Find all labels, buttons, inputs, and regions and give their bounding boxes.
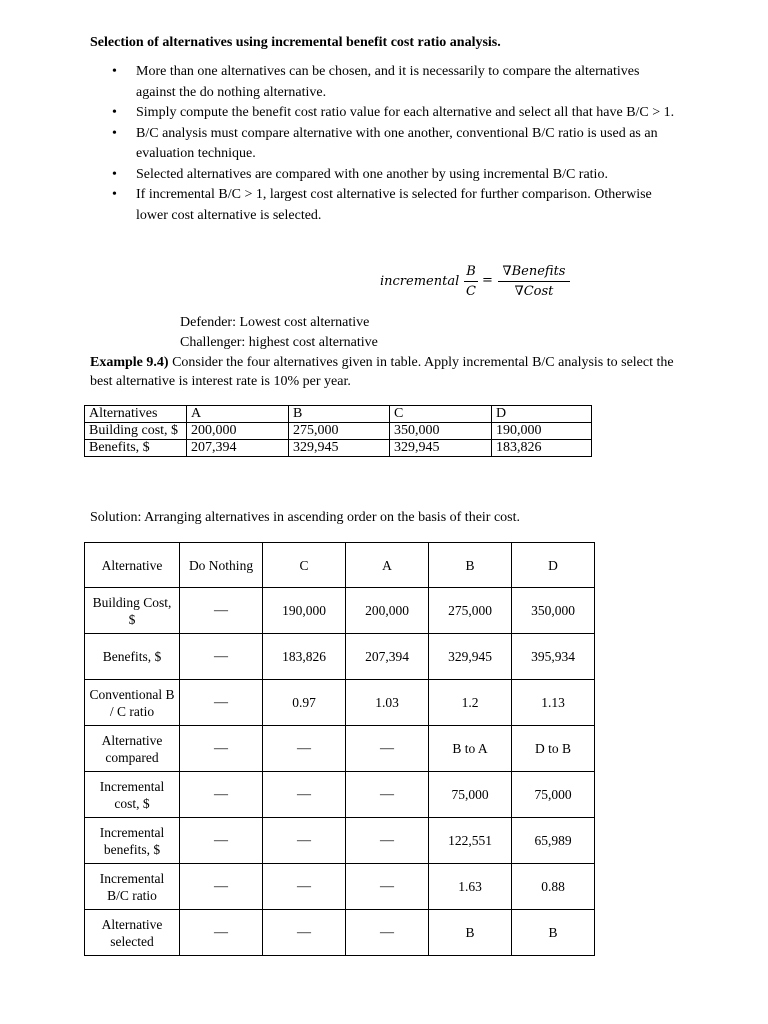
defender-line: Defender: Lowest cost alternative bbox=[180, 315, 370, 330]
table-cell: 395,934 bbox=[512, 634, 595, 680]
table-row bbox=[85, 818, 595, 864]
table-cell: — bbox=[346, 910, 429, 956]
table-cell: B to A bbox=[429, 726, 512, 772]
table-cell: B bbox=[512, 910, 595, 956]
header-cell: B bbox=[429, 543, 512, 588]
table-cell: 329,945 bbox=[390, 440, 492, 457]
bullet-item: • Simply compute the benefit cost ratio value for each alternative and select all that have B/C > 1. bbox=[90, 103, 680, 124]
table-row bbox=[85, 910, 595, 956]
incremental-analysis-table bbox=[84, 542, 595, 956]
table-cell: 329,945 bbox=[289, 440, 390, 457]
table-row bbox=[85, 680, 595, 726]
table-cell: — bbox=[346, 772, 429, 818]
bullet-list bbox=[90, 62, 680, 226]
table-cell: 200,000 bbox=[346, 588, 429, 634]
formula-denominator: ∇Cost bbox=[514, 284, 554, 299]
table-cell: 207,394 bbox=[187, 440, 289, 457]
example-label: Example 9.4) bbox=[90, 355, 169, 370]
header-cell: C bbox=[263, 543, 346, 588]
formula-equals: = bbox=[482, 273, 493, 288]
row-label: Benefits, $ bbox=[85, 634, 180, 680]
table-cell: D bbox=[492, 406, 592, 423]
table-row bbox=[85, 423, 592, 440]
table-cell: B bbox=[289, 406, 390, 423]
row-label: Conventional B / C ratio bbox=[85, 680, 180, 726]
table-cell: — bbox=[180, 864, 263, 910]
challenger-line: Challenger: highest cost alternative bbox=[180, 335, 378, 350]
formula-b: B bbox=[466, 264, 476, 279]
table-cell: Alternatives bbox=[85, 406, 187, 423]
table-row bbox=[85, 772, 595, 818]
table-cell: Benefits, $ bbox=[85, 440, 187, 457]
table-row bbox=[85, 634, 595, 680]
table-cell: — bbox=[346, 864, 429, 910]
alternatives-table bbox=[84, 405, 592, 457]
incremental-bc-formula bbox=[380, 262, 580, 306]
table-cell: — bbox=[180, 680, 263, 726]
bullet-item: • More than one alternatives can be chosen, and it is necessarily to compare the alternatives against the do nothing alternative. bbox=[90, 62, 680, 103]
table-cell: — bbox=[263, 910, 346, 956]
table-row bbox=[85, 406, 592, 423]
table-cell: 329,945 bbox=[429, 634, 512, 680]
header-cell: Do Nothing bbox=[180, 543, 263, 588]
definitions bbox=[180, 313, 378, 353]
table-cell: 200,000 bbox=[187, 423, 289, 440]
table-cell: — bbox=[263, 772, 346, 818]
table-cell: 190,000 bbox=[492, 423, 592, 440]
formula-numerator: ∇Benefits bbox=[502, 264, 566, 279]
table-cell: — bbox=[180, 634, 263, 680]
table-row bbox=[85, 726, 595, 772]
row-label: Building Cost, $ bbox=[85, 588, 180, 634]
row-label: Alternative selected bbox=[85, 910, 180, 956]
table-cell: A bbox=[187, 406, 289, 423]
solution-text: Solution: Arranging alternatives in ascending order on the basis of their cost. bbox=[90, 510, 521, 525]
table-cell: — bbox=[346, 818, 429, 864]
table-cell: 0.88 bbox=[512, 864, 595, 910]
formula-c: C bbox=[466, 284, 476, 299]
table-cell: 183,826 bbox=[263, 634, 346, 680]
table-cell: — bbox=[263, 726, 346, 772]
table-cell: — bbox=[346, 726, 429, 772]
table-cell: D to B bbox=[512, 726, 595, 772]
row-label: Incremental B/C ratio bbox=[85, 864, 180, 910]
row-label: Incremental benefits, $ bbox=[85, 818, 180, 864]
example-paragraph bbox=[90, 353, 675, 391]
bullet-item: • B/C analysis must compare alternative with one another, conventional B/C ratio is used as an evaluation technique. bbox=[90, 124, 680, 165]
table-cell: 122,551 bbox=[429, 818, 512, 864]
table-cell: Building cost, $ bbox=[85, 423, 187, 440]
table-header-row bbox=[85, 543, 595, 588]
table-cell: — bbox=[180, 726, 263, 772]
table-cell: — bbox=[180, 772, 263, 818]
bullet-item: • Selected alternatives are compared with one another by using incremental B/C ratio. bbox=[90, 165, 680, 186]
formula-word: incremental bbox=[380, 274, 460, 289]
formula-bc-fraction bbox=[464, 262, 478, 301]
table-cell: 75,000 bbox=[429, 772, 512, 818]
table-cell: 1.63 bbox=[429, 864, 512, 910]
row-label: Alternative compared bbox=[85, 726, 180, 772]
formula-delta-fraction bbox=[498, 262, 570, 301]
header-cell: D bbox=[512, 543, 595, 588]
table-row bbox=[85, 440, 592, 457]
table-cell: 183,826 bbox=[492, 440, 592, 457]
table-cell: C bbox=[390, 406, 492, 423]
table-cell: 275,000 bbox=[289, 423, 390, 440]
table-cell: 1.13 bbox=[512, 680, 595, 726]
header-cell: A bbox=[346, 543, 429, 588]
table-cell: 1.2 bbox=[429, 680, 512, 726]
table-cell: 190,000 bbox=[263, 588, 346, 634]
table-row bbox=[85, 588, 595, 634]
table-cell: 0.97 bbox=[263, 680, 346, 726]
table-cell: — bbox=[180, 588, 263, 634]
table-cell: 207,394 bbox=[346, 634, 429, 680]
table-row bbox=[85, 864, 595, 910]
table-cell: 75,000 bbox=[512, 772, 595, 818]
page-heading: Selection of alternatives using incremental benefit cost ratio analysis. bbox=[90, 35, 501, 50]
table-cell: 65,989 bbox=[512, 818, 595, 864]
row-label: Incremental cost, $ bbox=[85, 772, 180, 818]
table-cell: — bbox=[263, 818, 346, 864]
table-cell: — bbox=[180, 818, 263, 864]
table-cell: — bbox=[263, 864, 346, 910]
table-cell: 350,000 bbox=[512, 588, 595, 634]
example-text: Consider the four alternatives given in table. Apply incremental B/C analysis to select the best alternative is interest rate is 10% per year. bbox=[90, 355, 674, 389]
table-cell: B bbox=[429, 910, 512, 956]
bullet-item: • If incremental B/C > 1, largest cost alternative is selected for further comparison. Otherwise lower cost alternative is selected. bbox=[90, 185, 680, 226]
header-cell: Alternative bbox=[85, 543, 180, 588]
table-cell: 1.03 bbox=[346, 680, 429, 726]
table-cell: 275,000 bbox=[429, 588, 512, 634]
table-cell: — bbox=[180, 910, 263, 956]
table-cell: 350,000 bbox=[390, 423, 492, 440]
